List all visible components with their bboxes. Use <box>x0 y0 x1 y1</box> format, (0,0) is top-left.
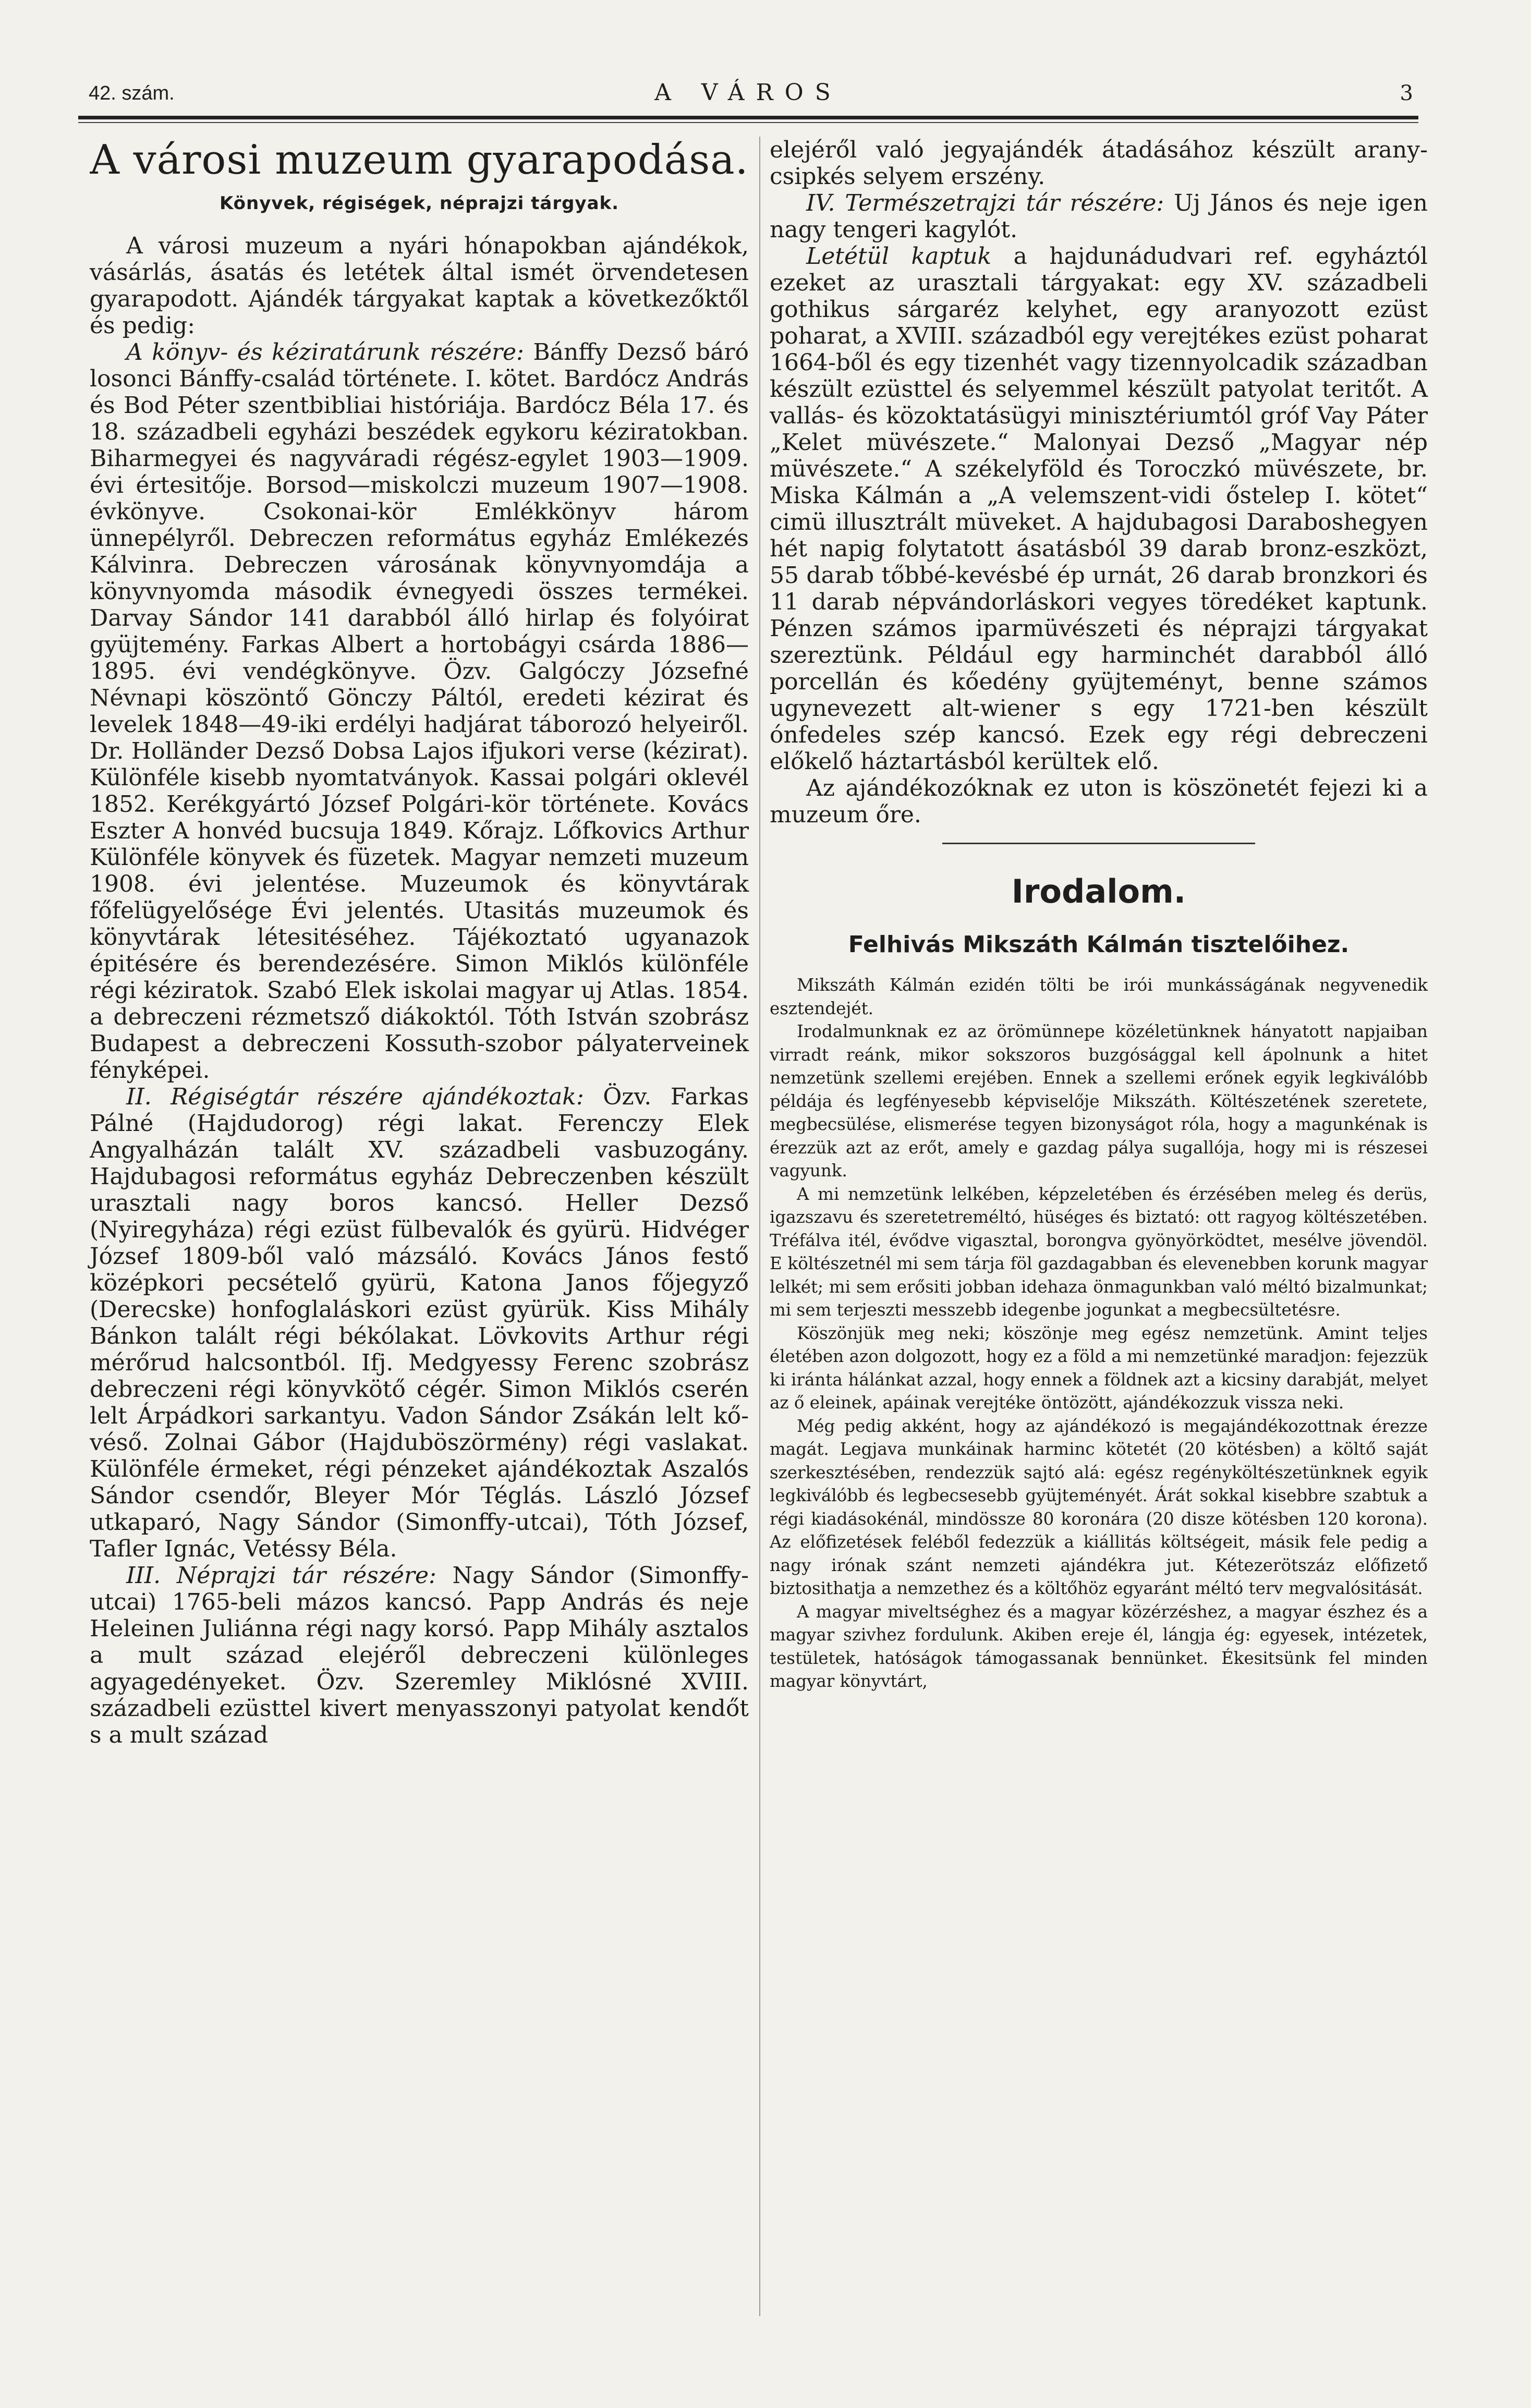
appeal-paragraph-1: Mikszáth Kálmán ezidén tölti be irói munkásságának negyvenedik esztendejét. <box>770 975 1428 1018</box>
paragraph-natural-history-text: Uj János és neje igen nagy tengeri kagylót. <box>770 190 1428 243</box>
paragraph-books-text: Bánffy Dezső báró losonci Bánffy-család története. I. kötet. Bardócz András és Bod Péter szentbibliai históriája. Bardócz Béla 17. és 18. századbeli egyházi beszédek egykoru kéziratokban. Biharmegyei és nagyváradi régész-egylet 1903—1909. évi értesitője. Borsod—miskolczi muzeum 1907—1908. évkönyve. Csokonai-kör Emlékkönyv három ünnepélyről. Debreczen református egyház Emlékezés Kálvinra. Debreczen városának könyvnyomdája a könyvnyomda második évnegyedi összes termékei. Darvay Sándor 141 darabból álló hirlap és folyóirat gyüjtemény. Farkas Albert a hortobágyi csárda 1886—1895. évi vendégkönyve. Özv. Galgóczy Józsefné Névnapi köszöntő Gönczy Páltól, eredeti kézirat és levelek 1848—49-iki erdélyi hadjárat táborozó helyeiről. Dr. Holländer Dezső Dobsa Lajos ifjukori verse (kézirat). Különféle kisebb nyomtatványok. Kassai polgári oklevél 1852. Kerékgyártó József Polgári-kör története. Kovács Eszter A honvéd bucsuja 1849. Kőrajz. Lőfkovics Arthur Különféle könyvek és füzetek. Magyar nemzeti muzeum 1908. évi jelentése. Muzeumok és könyvtárak főfelügyelősége Évi jelentés. Utasitás muzeumok és könyvtárak létesitéséhez. Tájékoztató ugyanazok épitésére és berendezésére. Simon Miklós különféle régi kéziratok. Szabó Elek iskolai magyar uj Atlas. 1854. a debreczeni rézmetsző diákoktól. Tóth István szobrász Budapest a debreczeni Kossuth-szobor pályaterveinek fényképei. <box>90 339 749 1084</box>
museum-continuation <box>770 137 1428 828</box>
paragraph-ethnography-text: Nagy Sándor (Simonffy-utcai) 1765-beli mázos kancsó. Papp András és neje Heleinen Juliánna régi nagy korsó. Papp Mihály asztalos a mult század elejéről debreczeni különleges agyagedényeket. Özv. Szeremley Miklósné XVIII. századbeli ezüsttel kivert menyasszonyi patyolat kendőt s a mult század <box>90 1562 749 1748</box>
appeal-paragraph-3: A mi nemzetünk lelkében, képzeletében és érzésében meleg és derüs, igazszavu és szeretetreméltó, hüséges és biztató: ott ragyog költészetében. Tréfálva itél, évődve vigasztal, borongva gyönyörködtet, mesélve jövendöl. E költészetnél mi sem tárja föl gazdagabban és elevenebben korunk magyar lelkét; mi sem erősiti jobban idehaza önmagunkban való méltó bizalmunkat; mi sem terjeszti messzebb idegenbe jogunkat a megbecsültetésre. <box>770 1184 1428 1320</box>
paragraph-books <box>90 339 749 1084</box>
paragraph-antiquities <box>90 1084 749 1562</box>
paragraph-natural-history-lead: IV. Természetrajzi tár részére: <box>806 190 1164 216</box>
paragraph-deposits <box>770 243 1428 775</box>
issue-number: 42. szám. <box>89 82 175 104</box>
paragraph-deposits-lead: Letétül kaptuk <box>806 243 992 270</box>
section-rule <box>942 843 1255 844</box>
header-rule <box>78 116 1418 119</box>
appeal-paragraph-5: Még pedig akként, hogy az ajándékozó is megajándékozottnak érezze magát. Legjava munkáinak harminc kötetét (20 kötésben) a költő saját szerkesztésében, rendezzük sajtó alá: egész regényköltészetünknek egyik legkiválóbb és legbecsesebb gyüjteményét. Árát sokkal kisebbre szabtuk a régi kiadásokénál, mindössze 80 koronára (20 disze kötésben 120 korona). Az előfizetések feléből fedezzük a kiállitás költségeit, másik fele pedig a nagy irónak szánt nemzeti ajándékra jut. Kétezerötszáz előfizető biztosithatja a nemzethez és a költőhöz egyaránt méltó terv megvalósitását. <box>770 1416 1428 1598</box>
paragraph-books-lead: A könyv- és kéziratárunk részére: <box>126 339 524 366</box>
paragraph-purse: elejéről való jegyajándék átadásához készült aranycsipkés selyem erszény. <box>770 137 1428 190</box>
paragraph-antiquities-lead: II. Régiségtár részére ajándékoztak: <box>126 1084 584 1110</box>
appeal-title: Felhivás Mikszáth Kálmán tisztelőihez. <box>848 931 1350 958</box>
paragraph-ethnography-lead: III. Néprajzi tár részére: <box>126 1562 436 1589</box>
paragraph-natural-history <box>770 190 1428 243</box>
left-column <box>90 137 749 1748</box>
paragraph-thanks: Az ajándékozóknak ez uton is köszönetét fejezi ki a muzeum őre. <box>770 775 1428 828</box>
section-title: Irodalom. <box>1011 872 1186 910</box>
appeal-paragraph-4: Köszönjük meg neki; köszönje meg egész nemzetünk. Amint teljes életében azon dolgozott, hogy ez a föld a mi nemzetünké maradjon: fejezzük ki iránta hálánkat azzal, hogy ennek a földnek azt a kicsiny darabját, melyet az ő eleinek, apáinak verejtéke öntözött, ajándékozzuk vissza neki. <box>770 1323 1428 1413</box>
appeal-paragraph-6: A magyar miveltséghez és a magyar közérzéshez, a magyar észhez és a magyar szivhez fordulunk. Akiben ereje él, lángja ég: egyesek, intézetek, testületek, hatóságok támogassanak bennünket. Ékesitsünk fel minden magyar könyvtárt, <box>770 1601 1428 1691</box>
appeal-paragraph-2: Irodalmunknak ez az örömünnepe közéletünknek hányatott napjaiban virradt reánk, mikor sokszoros buzgósággal kell ápolnunk a hitet nemzetünk szellemi erejében. Ennek a szellemi erőnek egyik legkiválóbb példája és legfényesebb képviselője Mikszáth. Költészetének szeretete, megbecsülése, elismerése tegyen bizonyságot róla, hogy a magunkénak is érezzük azt az erőt, amely e gazdag pálya sugallója, hogy mi is részesei vagyunk. <box>770 1021 1428 1181</box>
appeal-body <box>770 974 1428 1693</box>
article-subhead: Könyvek, régiségek, néprajzi tárgyak. <box>219 193 619 214</box>
page-header <box>78 76 1418 113</box>
page-number: 3 <box>1400 81 1413 105</box>
paragraph-antiquities-text: Özv. Farkas Pálné (Hajdudorog) régi lakat. Ferenczy Elek Angyalházán talált XV. századbeli vasbuzogány. Hajdubagosi református egyház Debreczenben készült urasztali nagy boros kancsó. Heller Dezső (Nyiregyháza) régi ezüst fülbevalók és gyürü. Hidvéger József 1809-ből való mázsáló. Kovács János festő középkori pecsételő gyürü, Katona Janos főjegyző (Derecske) honfoglaláskori ezüst gyürük. Kiss Mihály Bánkon talált régi békólakat. Lövkovits Arthur régi mérőrud halcsontból. Ifj. Medgyessy Ferenc szobrász debreczeni régi könyvkötő cégér. Simon Miklós cserén lelt Árpádkori sarkantyu. Vadon Sándor Zsákán lelt kővéső. Zolnai Gábor (Hajduböszörmény) régi vaslakat. Különféle érmeket, régi pénzeket ajándékoztak Aszalós Sándor csendőr, Bleyer Mór Téglás. László József utkaparó, Nagy Sándor (Simonffy-utcai), Tóth József, Tafler Ignác, Vetéssy Béla. <box>90 1084 749 1562</box>
paragraph-deposits-text: a hajdunádudvari ref. egyháztól ezeket az urasztali tárgyakat: egy XV. századbeli gothikus sárgaréz kelyhet, egy aranyozott ezüst poharat, a XVIII. századból egy verejtékes ezüst poharat 1664-ből és egy tizenhét vagy tizennyolcadik században készült ezüsttel és selyemmel készült patyolat teritőt. A vallás- és közoktatásügyi minisztériumtól gróf Vay Páter „Kelet müvészete.“ Malonyai Dezső „Magyar nép müvészete.“ A székelyföld és Toroczkó müvészete, br. Miska Kálmán a „A velemszent-vidi őstelep I. kötet“ cimü illusztrált müveket. A hajdubagosi Daraboshegyen hét napig folytatott ásatásból 39 darab bronz-eszközt, 55 darab tőbbé-kevésbé ép urnát, 26 darab bronzkori és 11 darab népvándorláskori vegyes töredéket kaptunk. Pénzen számos iparmüvészeti és néprajzi tárgyakat szereztünk. Például egy harminchét darabból álló porcellán és kőedény gyüjteményt, benne számos ugynevezett alt-wiener s egy 1721-ben készült ónfedeles szép kancsó. Ezek egy régi debreczeni előkelő háztartásból kerültek elő. <box>770 243 1428 775</box>
header-rule-thin <box>78 122 1418 123</box>
article-headline: A városi muzeum gyarapodása. <box>90 137 749 184</box>
paragraph-intro: A városi muzeum a nyári hónapokban ajándékok, vásárlás, ásatás és letétek által ismét örvendetesen gyarapodott. Ajándék tárgyakat kaptak a következőktől és pedig: <box>90 233 749 339</box>
newspaper-title: A VÁROS <box>654 79 842 106</box>
right-column <box>770 137 1428 1693</box>
column-divider <box>759 137 760 2316</box>
paragraph-ethnography <box>90 1562 749 1748</box>
